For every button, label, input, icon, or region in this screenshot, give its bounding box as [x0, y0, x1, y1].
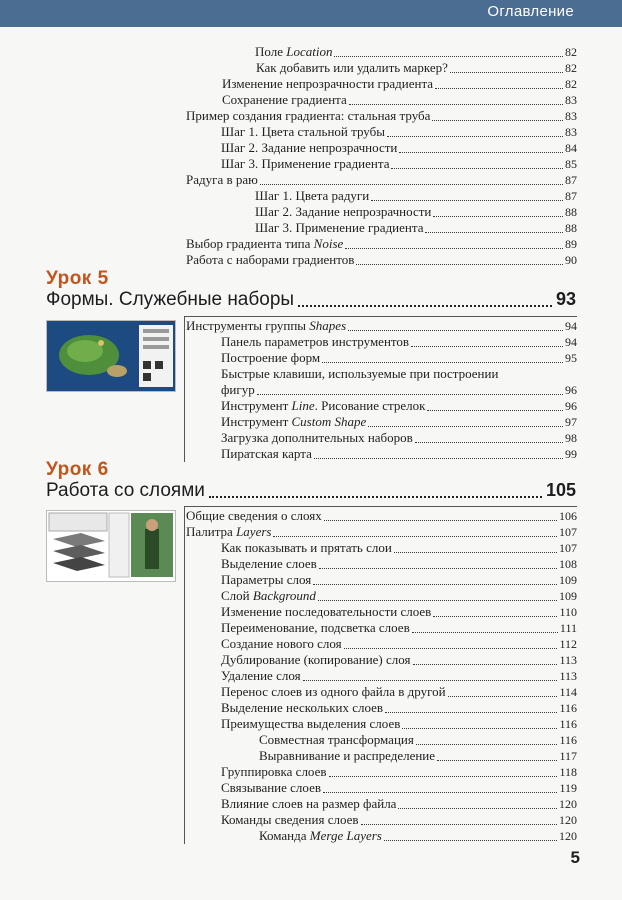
- lesson-6-label: Урок 6: [46, 459, 109, 480]
- toc-entry[interactable]: [221, 140, 577, 156]
- toc-entry-text: Общие сведения о слоях: [186, 508, 322, 523]
- toc-entry-page: 107: [559, 541, 577, 555]
- toc-entry[interactable]: [221, 652, 577, 668]
- toc-entry-text: Пример создания градиента: стальная труба: [186, 108, 431, 123]
- section-rule-vertical: [184, 506, 185, 844]
- toc-entry[interactable]: [186, 108, 577, 124]
- dot-leader: [437, 759, 557, 761]
- dot-leader: [433, 615, 557, 617]
- dot-leader: [303, 679, 558, 681]
- toc-entry-text: Как показывать и прятать слои: [221, 540, 392, 555]
- toc-entry-page: 120: [559, 829, 577, 843]
- toc-entry[interactable]: [186, 252, 577, 268]
- toc-entry-text: Поле: [255, 44, 287, 59]
- toc-entry-title: [221, 588, 316, 604]
- toc-entry-title: [186, 172, 258, 188]
- toc-entry-text: Шаг 1. Цвета стальной трубы: [221, 124, 385, 139]
- toc-entry-title: [255, 188, 369, 204]
- toc-entry-page: 116: [559, 733, 577, 747]
- dot-leader: [348, 329, 563, 331]
- toc-entry-page: 90: [565, 253, 577, 267]
- dot-leader: [356, 263, 563, 265]
- dot-leader: [324, 519, 557, 521]
- toc-entry[interactable]: [186, 172, 577, 188]
- lesson-6-title-line[interactable]: [46, 480, 576, 502]
- toc-entry-page: 82: [565, 45, 577, 59]
- toc-entry-title: [221, 366, 498, 382]
- dot-leader: [391, 167, 563, 169]
- dot-leader: [371, 199, 563, 201]
- toc-entry-page: 82: [565, 77, 577, 91]
- toc-entry[interactable]: [221, 572, 577, 588]
- toc-entry-text: Как добавить или удалить маркер?: [256, 60, 448, 75]
- toc-entry-title: [186, 508, 322, 524]
- lesson-6-title: Работа со слоями: [46, 480, 205, 501]
- toc-entry-text: Загрузка дополнительных наборов: [221, 430, 413, 445]
- toc-entry-title: [221, 140, 397, 156]
- toc-entry-text: . Рисование стрелок: [314, 398, 426, 413]
- toc-entry-page: 98: [565, 431, 577, 445]
- toc-entry-text: Радуга в раю: [186, 172, 258, 187]
- toc-entry-page: 94: [565, 319, 577, 333]
- toc-entry-text: Группировка слоев: [221, 764, 327, 779]
- toc-entry-title: [221, 636, 342, 652]
- toc-entry-title: [221, 620, 410, 636]
- toc-entry-title: [255, 44, 332, 60]
- toc-entry-page: 88: [565, 205, 577, 219]
- toc-entry[interactable]: [221, 334, 577, 350]
- toc-entry-page: 119: [559, 781, 577, 795]
- toc-entry-title: [186, 252, 354, 268]
- toc-entry-page: 114: [559, 685, 577, 699]
- toc-entry-page: 108: [559, 557, 577, 571]
- dot-leader: [344, 647, 558, 649]
- toc-entry-title: [221, 540, 392, 556]
- toc-entry-page: 96: [565, 399, 577, 413]
- toc-entry-title: [221, 684, 446, 700]
- toc-entry-page: 87: [565, 189, 577, 203]
- toc-entry-title: [221, 780, 321, 796]
- toc-entry-page: 87: [565, 173, 577, 187]
- toc-entry-title: [186, 108, 430, 124]
- toc-entry-page: 113: [559, 669, 577, 683]
- toc-entry-page: 112: [559, 637, 577, 651]
- toc-entry[interactable]: [221, 124, 577, 140]
- toc-entry[interactable]: [259, 748, 577, 764]
- toc-entry-page: 88: [565, 221, 577, 235]
- toc-entry-text: Шаг 1. Цвета радуги: [255, 188, 370, 203]
- toc-entry[interactable]: [221, 716, 577, 732]
- toc-entry-text: Слой: [221, 588, 253, 603]
- toc-entry-text: Инструмент: [221, 398, 292, 413]
- toc-entry-page: 83: [565, 125, 577, 139]
- toc-entry-text: Инструменты группы: [186, 318, 310, 333]
- dot-leader: [319, 567, 557, 569]
- toc-entry-title: [221, 350, 320, 366]
- toc-entry-text: Построение форм: [221, 350, 321, 365]
- toc-entry-page: 83: [565, 109, 577, 123]
- toc-entry-title: [221, 604, 431, 620]
- toc-entry-text: фигур: [221, 382, 255, 397]
- toc-entry[interactable]: [222, 92, 577, 108]
- dot-leader: [298, 305, 552, 307]
- toc-entry[interactable]: [221, 684, 577, 700]
- toc-entry-text: Преимущества выделения слоев: [221, 716, 401, 731]
- toc-entry-text: Совместная трансформация: [259, 732, 414, 747]
- toc-entry-page: 109: [559, 573, 577, 587]
- toc-entry-italic-text: Shapes: [309, 318, 347, 333]
- toc-entry-page: 116: [559, 717, 577, 731]
- toc-entry[interactable]: [255, 188, 577, 204]
- toc-entry[interactable]: [221, 812, 577, 828]
- toc-entry-italic-text: Location: [286, 44, 333, 59]
- toc-entry-text: Шаг 3. Применение градиента: [221, 156, 390, 171]
- toc-entry-text: Работа с наборами градиентов: [186, 252, 355, 267]
- toc-entry[interactable]: [221, 780, 577, 796]
- toc-entry-title: [186, 236, 343, 252]
- dot-leader: [415, 441, 563, 443]
- pirate-map-thumbnail: [46, 320, 176, 392]
- toc-entry-page: 116: [559, 701, 577, 715]
- toc-entry-text: Панель параметров инструментов: [221, 334, 410, 349]
- toc-entry[interactable]: [221, 620, 577, 636]
- toc-entry-title: [221, 764, 327, 780]
- dot-leader: [329, 775, 558, 777]
- toc-entry-page: 110: [559, 605, 577, 619]
- toc-entry-title: [221, 796, 396, 812]
- section-rule: [184, 506, 577, 507]
- toc-entry-text: Выравнивание и распределение: [259, 748, 436, 763]
- dot-leader: [398, 807, 557, 809]
- toc-entry-title: [186, 318, 346, 334]
- toc-entry-page: 82: [565, 61, 577, 75]
- toc-entry-page: 109: [559, 589, 577, 603]
- toc-entry[interactable]: [221, 414, 577, 430]
- dot-leader: [322, 361, 563, 363]
- toc-entry-title: [221, 398, 425, 414]
- toc-entry-page: 83: [565, 93, 577, 107]
- toc-entry-page: 120: [559, 813, 577, 827]
- toc-entry-title: [259, 732, 414, 748]
- toc-entry-title: [221, 668, 301, 684]
- toc-entry-title: [259, 828, 382, 844]
- toc-entry-title: [221, 556, 317, 572]
- toc-entry-page: 106: [559, 509, 577, 523]
- toc-entry-text: Удаление слоя: [221, 668, 301, 683]
- toc-entry-text: Сохранение градиента: [222, 92, 347, 107]
- toc-entry-text: Связывание слоев: [221, 780, 321, 795]
- toc-entry[interactable]: [186, 318, 577, 334]
- toc-entry-text: Перенос слоев из одного файла в другой: [221, 684, 446, 699]
- lesson-5-title-line[interactable]: [46, 289, 576, 311]
- dot-leader: [387, 135, 563, 137]
- toc-entry-title: [221, 430, 413, 446]
- toc-entry-page: 89: [565, 237, 577, 251]
- dot-leader: [384, 839, 557, 841]
- toc-entry-title: [186, 524, 271, 540]
- toc-entry-title: [255, 204, 431, 220]
- toc-entry-page: 107: [559, 525, 577, 539]
- toc-entry-title: [222, 76, 433, 92]
- toc-entry-title: [221, 572, 311, 588]
- toc-entry-title: [259, 748, 435, 764]
- toc-entry-title: [221, 446, 312, 462]
- toc-entry-text: Быстрые клавиши, используемые при построении: [221, 366, 499, 381]
- toc-entry-text: Влияние слоев на размер файла: [221, 796, 397, 811]
- toc-entry-text: Палитра: [186, 524, 237, 539]
- dot-leader: [209, 496, 542, 498]
- toc-entry[interactable]: [186, 524, 577, 540]
- dot-leader: [345, 247, 563, 249]
- toc-entry[interactable]: [221, 382, 577, 398]
- lesson-5-page: 93: [555, 289, 576, 309]
- toc-entry-title: [221, 124, 385, 140]
- toc-entry[interactable]: [222, 76, 577, 92]
- dot-leader: [450, 71, 563, 73]
- dot-leader: [425, 231, 563, 233]
- toc-entry-page: 85: [565, 157, 577, 171]
- toc-entry-page: 120: [559, 797, 577, 811]
- dot-leader: [433, 215, 563, 217]
- toc-entry-text: Параметры слоя: [221, 572, 312, 587]
- dot-leader: [385, 711, 557, 713]
- toc-entry-text: Изменение непрозрачности градиента: [222, 76, 434, 91]
- toc-entry-title: [256, 60, 448, 76]
- layers-thumbnail: [46, 510, 176, 582]
- toc-entry[interactable]: [259, 732, 577, 748]
- toc-entry-italic-text: Layers: [236, 524, 272, 539]
- dot-leader: [402, 727, 557, 729]
- toc-entry-text: Переименование, подсветка слоев: [221, 620, 410, 635]
- dot-leader: [435, 87, 563, 89]
- toc-entry[interactable]: [221, 366, 577, 382]
- toc-entry-title: [221, 812, 359, 828]
- toc-entry-text: Выделение слоев: [221, 556, 317, 571]
- toc-entry[interactable]: [221, 588, 577, 604]
- toc-entry-text: Шаг 2. Задание непрозрачности: [221, 140, 398, 155]
- toc-entry-page: 117: [559, 749, 577, 763]
- toc-entry[interactable]: [221, 540, 577, 556]
- toc-entry[interactable]: [186, 236, 577, 252]
- toc-entry-italic-text: Custom Shape: [291, 414, 367, 429]
- toc-entry-title: [222, 92, 347, 108]
- lesson-6-page: 105: [545, 480, 576, 500]
- dot-leader: [334, 55, 563, 57]
- toc-entry-page: 97: [565, 415, 577, 429]
- toc-entry-text: Выбор градиента типа: [186, 236, 314, 251]
- toc-entry[interactable]: [221, 446, 577, 462]
- toc-entry-title: [221, 414, 366, 430]
- dot-leader: [399, 151, 563, 153]
- toc-entry-page: 113: [559, 653, 577, 667]
- dot-leader: [323, 791, 557, 793]
- toc-entry-title: [221, 382, 255, 398]
- lesson-5-title: Формы. Служебные наборы: [46, 289, 295, 310]
- dot-leader: [411, 345, 563, 347]
- toc-entry-page: 96: [565, 383, 577, 397]
- toc-entry-italic-text: Line: [291, 398, 315, 413]
- toc-entry[interactable]: [186, 508, 577, 524]
- toc-entry[interactable]: [221, 350, 577, 366]
- lesson-5-label: Урок 5: [46, 268, 109, 289]
- toc-entry[interactable]: [255, 220, 577, 236]
- toc-entry-title: [221, 716, 400, 732]
- toc-entry-text: Изменение последовательности слоев: [221, 604, 432, 619]
- toc-entry-page: 111: [559, 621, 577, 635]
- toc-entry-italic-text: Background: [252, 588, 316, 603]
- toc-entry-page: 95: [565, 351, 577, 365]
- toc-entry[interactable]: [256, 60, 577, 76]
- dot-leader: [416, 743, 558, 745]
- page-number: 5: [570, 848, 580, 867]
- toc-entry-page: 94: [565, 335, 577, 349]
- toc-entry[interactable]: [221, 398, 577, 414]
- dot-leader: [313, 583, 557, 585]
- header-bar: [0, 0, 622, 27]
- toc-entry-text: Инструмент: [221, 414, 292, 429]
- dot-leader: [394, 551, 557, 553]
- toc-entry[interactable]: [221, 700, 577, 716]
- dot-leader: [448, 695, 558, 697]
- toc-entry-text: Пиратская карта: [221, 446, 312, 461]
- toc-entry-text: Шаг 3. Применение градиента: [255, 220, 424, 235]
- dot-leader: [260, 183, 563, 185]
- toc-entry[interactable]: [221, 156, 577, 172]
- toc-entry-italic-text: Merge Layers: [309, 828, 382, 843]
- dot-leader: [314, 457, 563, 459]
- toc-entry-text: Шаг 2. Задание непрозрачности: [255, 204, 432, 219]
- toc-entry-italic-text: Noise: [313, 236, 344, 251]
- toc-entry-page: 118: [559, 765, 577, 779]
- toc-entry-text: Создание нового слоя: [221, 636, 342, 651]
- toc-entry[interactable]: [221, 604, 577, 620]
- toc-entry-text: Команда: [259, 828, 310, 843]
- toc-entry-text: Команды сведения слоев: [221, 812, 359, 827]
- toc-entry[interactable]: [221, 636, 577, 652]
- header-title: Оглавление: [487, 3, 574, 20]
- toc-entry[interactable]: [221, 764, 577, 780]
- dot-leader: [427, 409, 563, 411]
- toc-entry-text: Выделение нескольких слоев: [221, 700, 384, 715]
- dot-leader: [349, 103, 563, 105]
- toc-entry[interactable]: [221, 668, 577, 684]
- dot-leader: [368, 425, 563, 427]
- dot-leader: [257, 393, 563, 395]
- toc-entry-title: [221, 334, 409, 350]
- toc-entry-page: 99: [565, 447, 577, 461]
- toc-entry[interactable]: [221, 556, 577, 572]
- dot-leader: [412, 631, 558, 633]
- dot-leader: [413, 663, 558, 665]
- toc-entry-page: 84: [565, 141, 577, 155]
- section-rule: [184, 316, 577, 317]
- toc-entry-title: [221, 652, 411, 668]
- dot-leader: [432, 119, 563, 121]
- section-rule-vertical: [184, 316, 185, 462]
- toc-entry[interactable]: [259, 828, 577, 844]
- toc-entry-title: [255, 220, 423, 236]
- toc-entry[interactable]: [255, 204, 577, 220]
- toc-entry-title: [221, 700, 383, 716]
- toc-entry[interactable]: [221, 430, 577, 446]
- toc-entry[interactable]: [255, 44, 577, 60]
- dot-leader: [318, 599, 557, 601]
- dot-leader: [361, 823, 557, 825]
- dot-leader: [273, 535, 557, 537]
- toc-entry[interactable]: [221, 796, 577, 812]
- toc-entry-title: [221, 156, 389, 172]
- toc-entry-text: Дублирование (копирование) слоя: [221, 652, 411, 667]
